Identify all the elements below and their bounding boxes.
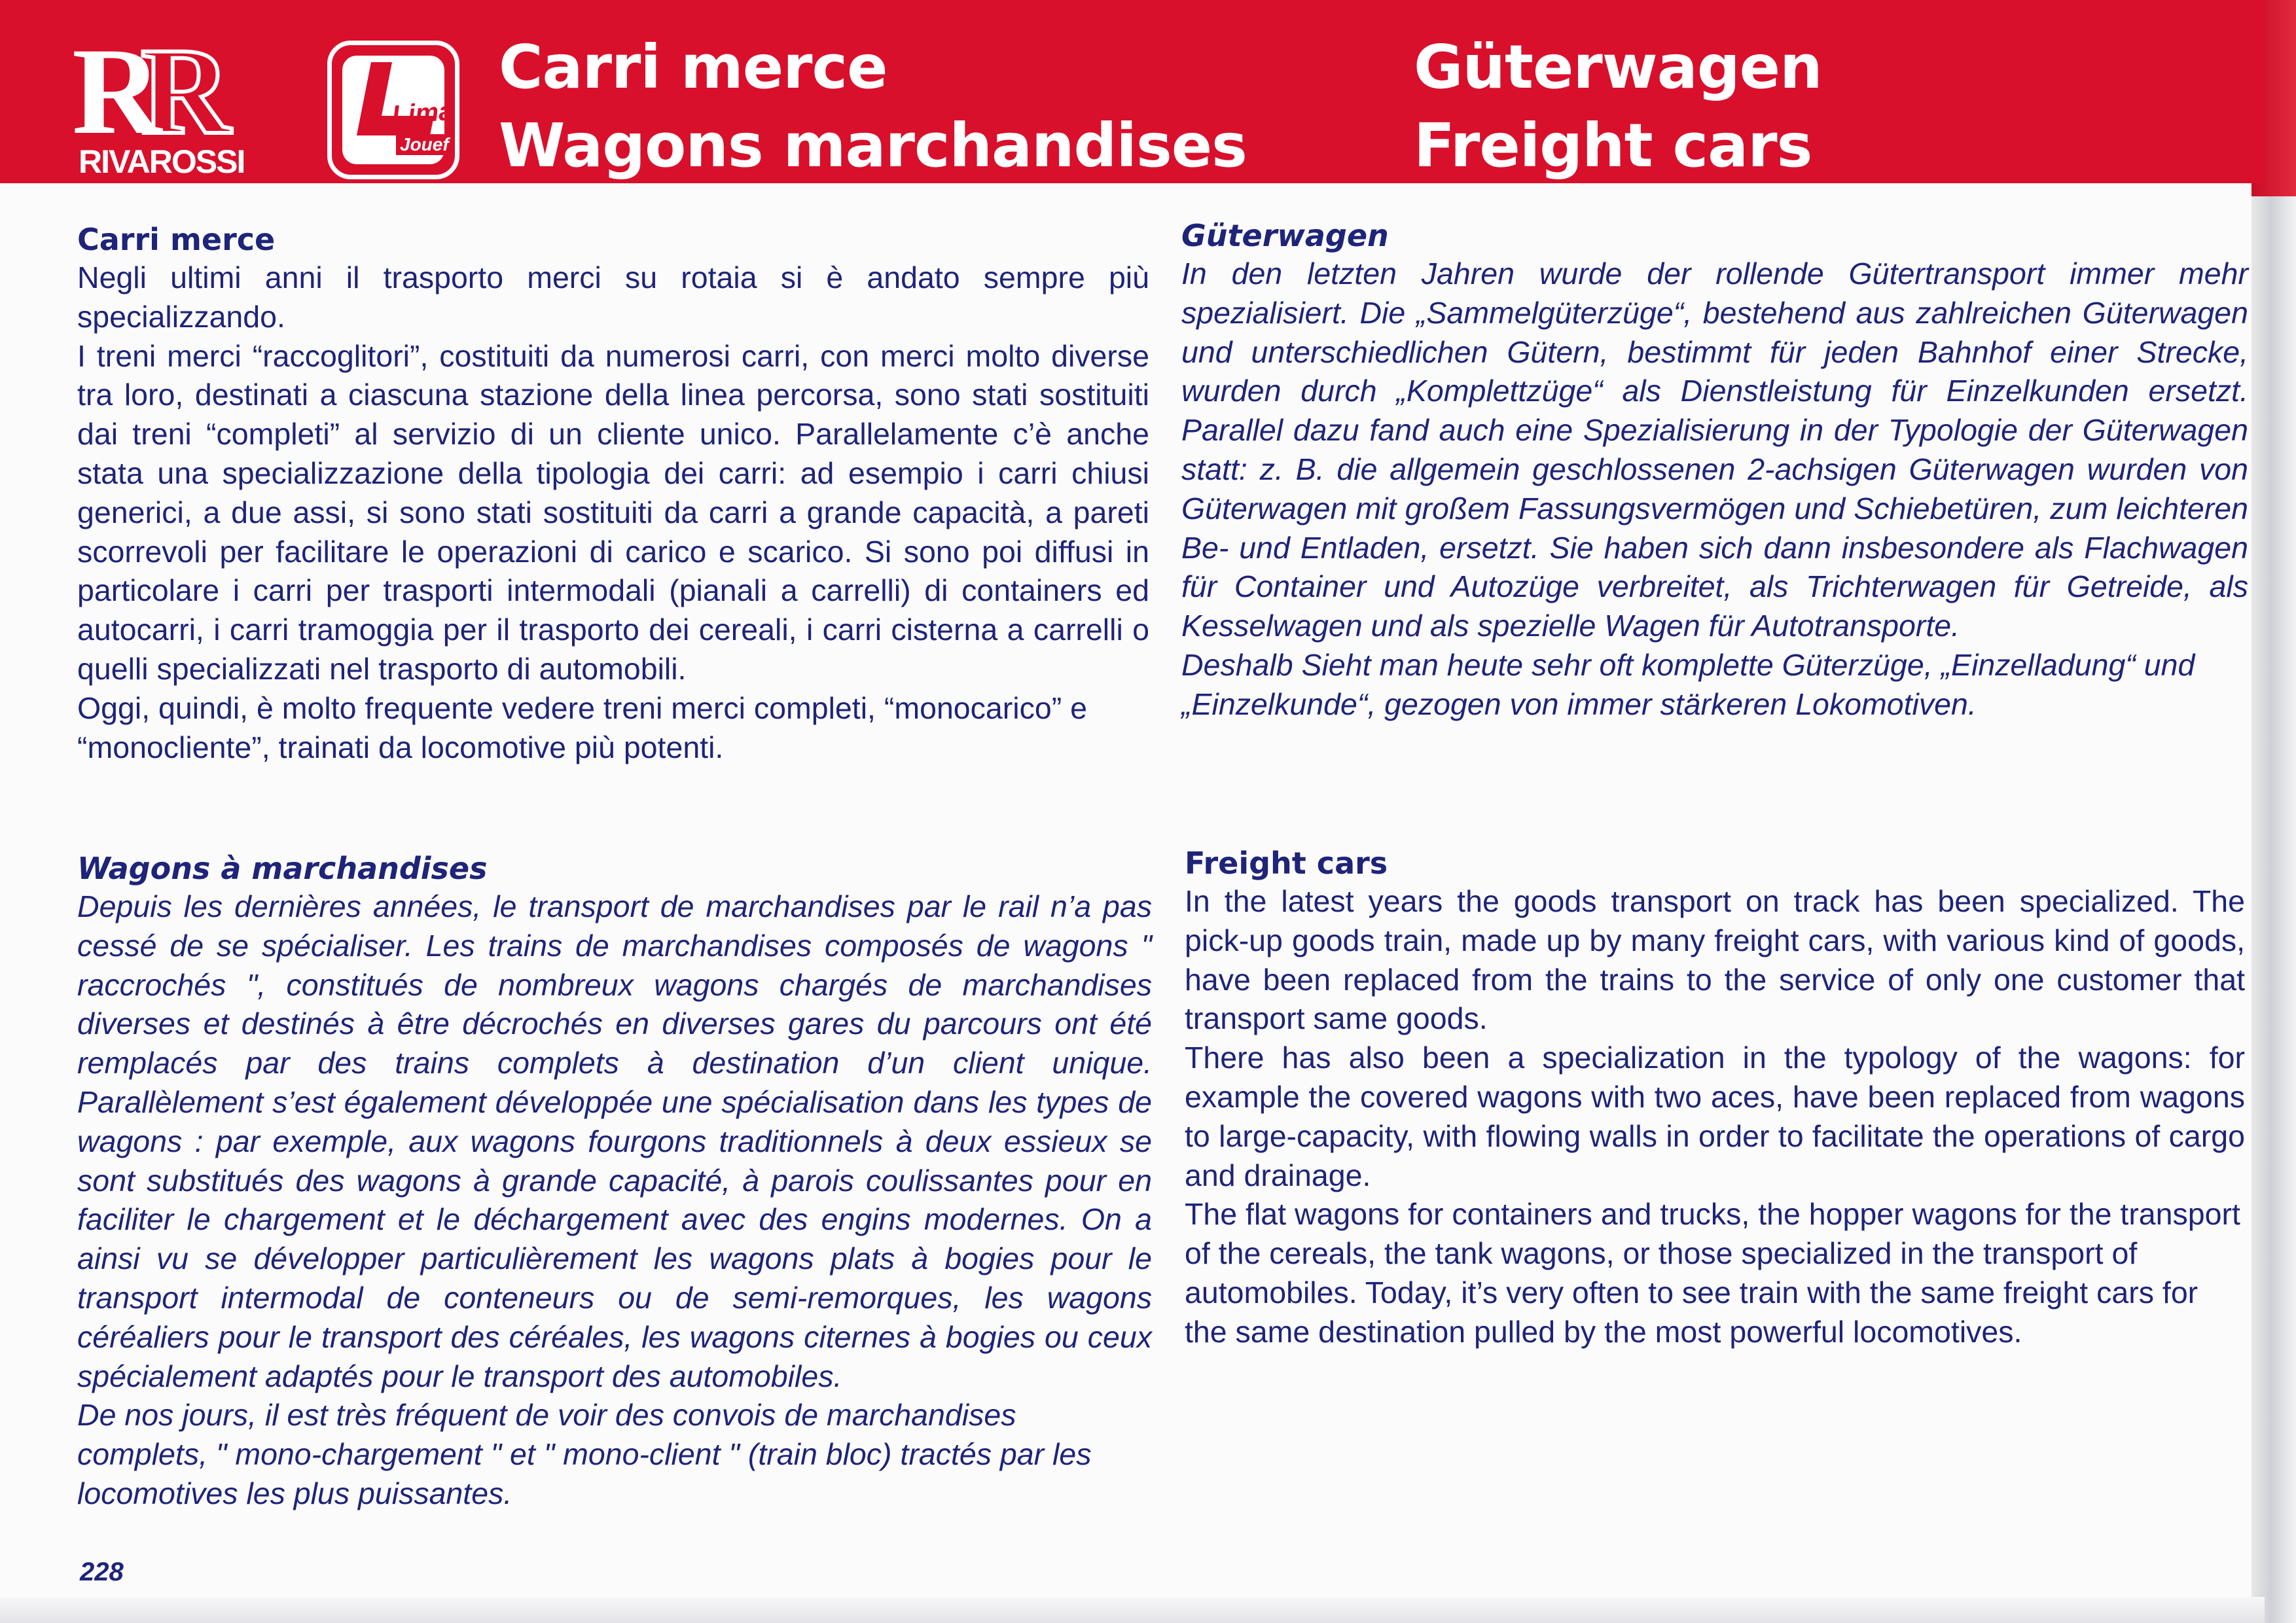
title-german: Güterwagen xyxy=(1414,32,1822,102)
rivarossi-logo xyxy=(72,23,262,183)
paragraph-german-1: In den letzten Jahren wurde der rollende Gütertransport immer mehr spezialisiert. Die „Sammelgüterzüge“, bestehend aus zahlreichen Güterwagen und unterschiedlichen Gütern, bestimmt für jeden Bahnhof einer Strecke, wurden durch „Komplettzüge“ als Dienstleistung für Einzelkunden ersetzt. Parallel dazu fand auch eine Spezialisierung in der Typologie der Güterwagen statt: z. B. die allgemein geschlossenen 2-achsigen Güterwagen wurden von Güterwagen mit großem Fassungsvermögen und Schiebetüren, zum leichteren Be- und Entladen, ersetzt. Sie haben sich dann insbesondere als Flachwagen für Container und Autozüge verbreitet, als Trichterwagen für Getreide, als Kesselwagen und als spezielle Wagen für Autotransporte. xyxy=(1181,257,2248,643)
title-english: Freight cars xyxy=(1414,111,1812,181)
page-bottom-edge xyxy=(0,1597,2265,1623)
lima-logo-text: Lima xyxy=(391,96,454,130)
paragraph-italian-3: Oggi, quindi, è molto frequente vedere treni merci completi, “monocarico” e “monocliente”, trainati da locomotive più potenti. xyxy=(77,690,1087,764)
lima-logo-plate xyxy=(342,56,454,164)
rivarossi-logo-letters: RR xyxy=(72,23,210,160)
page-number: 228 xyxy=(80,1558,124,1586)
paragraph-german-2: Deshalb Sieht man heute sehr oft komplette Güterzüge, „Einzelladung“ und „Einzelkunde“, gezogen von immer stärkeren Lokomotiven. xyxy=(1181,647,2195,721)
page-gutter-edge xyxy=(2251,0,2296,1623)
heading-german: Güterwagen xyxy=(1181,218,1389,253)
paragraph-english-2: There has also been a specialization in the typology of the wagons: for example the covered wagons with two aces, have been replaced from wagons to large-capacity, with flowing walls in order to facilitate the operations of cargo and drainage. xyxy=(1185,1041,2245,1192)
paragraph-french-1: Depuis les dernières années, le transport de marchandises par le rail n’a pas cessé de se spécialiser. Les trains de marchandises composés de wagons " raccrochés ", constitués de nombreux wagons chargés de marchandises diverses et destinés à être décrochés en diverses gares du parcours ont été remplacés par des trains complets à destination d’un client unique. Parallèlement s’est également développée une spécialisation dans les types de wagons : par exemple, aux wagons fourgons traditionnels à deux essieux se sont substitués des wagons à grande capacité, à parois coulissantes pour en faciliter le chargement et le déchargement avec des engins modernes. On a ainsi vu se développer particulièrement les wagons plats à bogies pour le transport intermodal de conteneurs ou de semi-remorques, les wagons céréaliers pour le transport des céréales, les wagons citernes à bogies ou ceux spécialement adaptés pour le transport des automobiles. xyxy=(77,889,1152,1393)
heading-italian: Carri merce xyxy=(77,222,276,257)
header-banner xyxy=(0,0,2265,183)
title-french: Wagons marchandises xyxy=(499,111,1247,181)
title-italian: Carri merce xyxy=(499,32,888,102)
heading-french: Wagons à marchandises xyxy=(77,851,488,886)
section-italian xyxy=(77,221,1149,767)
section-english xyxy=(1185,844,2245,1352)
heading-english: Freight cars xyxy=(1185,846,1388,881)
section-french xyxy=(77,849,1152,1514)
paragraph-italian-2: I treni merci “raccoglitori”, costituiti da numerosi carri, con merci molto diverse tra loro, destinati a ciascuna stazione della linea percorsa, sono stati sostituiti dai treni “completi” al servizio di un cliente unico. Parallelamente c’è anche stata una specializzazione della tipologia dei carri: ad esempio i carri chiusi generici, a due assi, si sono stati sostituiti da carri a grande capacità, a pareti scorrevoli per facilitare le operazioni di carico e scarico. Si sono poi diffusi in particolare i carri per trasporti intermodali (pianali a carrelli) di containers ed autocarri, i carri tramoggia per il trasporto dei cereali, i carri cisterna a carrelli o quelli specializzati nel trasporto di automobili. xyxy=(77,338,1149,686)
paragraph-english-3: The flat wagons for containers and trucks, the hopper wagons for the transport of the cereals, the tank wagons, or those specialized in the transport of automobiles. Today, it’s very often to see train with the same freight cars for the same destination pulled by the most powerful locomotives. xyxy=(1185,1197,2240,1349)
lima-logo xyxy=(327,41,459,179)
rivarossi-logo-brand: RIVAROSSI xyxy=(79,143,245,180)
paragraph-italian-1: Negli ultimi anni il trasporto merci su rotaia si è andato sempre più specializzando. xyxy=(77,260,1149,334)
jouef-logo-text: Jouef xyxy=(396,134,453,155)
paragraph-french-2: De nos jours, il est très fréquent de voir des convois de marchandises complets, " mono-chargement " et " mono-client " (train bloc) tractés par les locomotives les plus puissantes. xyxy=(77,1398,1092,1510)
section-german xyxy=(1181,217,2248,724)
paragraph-english-1: In the latest years the goods transport on track has been specialized. The pick-up goods train, made up by many freight cars, with various kind of goods, have been replaced from the trains to the service of only one customer that transport same goods. xyxy=(1185,884,2245,1036)
